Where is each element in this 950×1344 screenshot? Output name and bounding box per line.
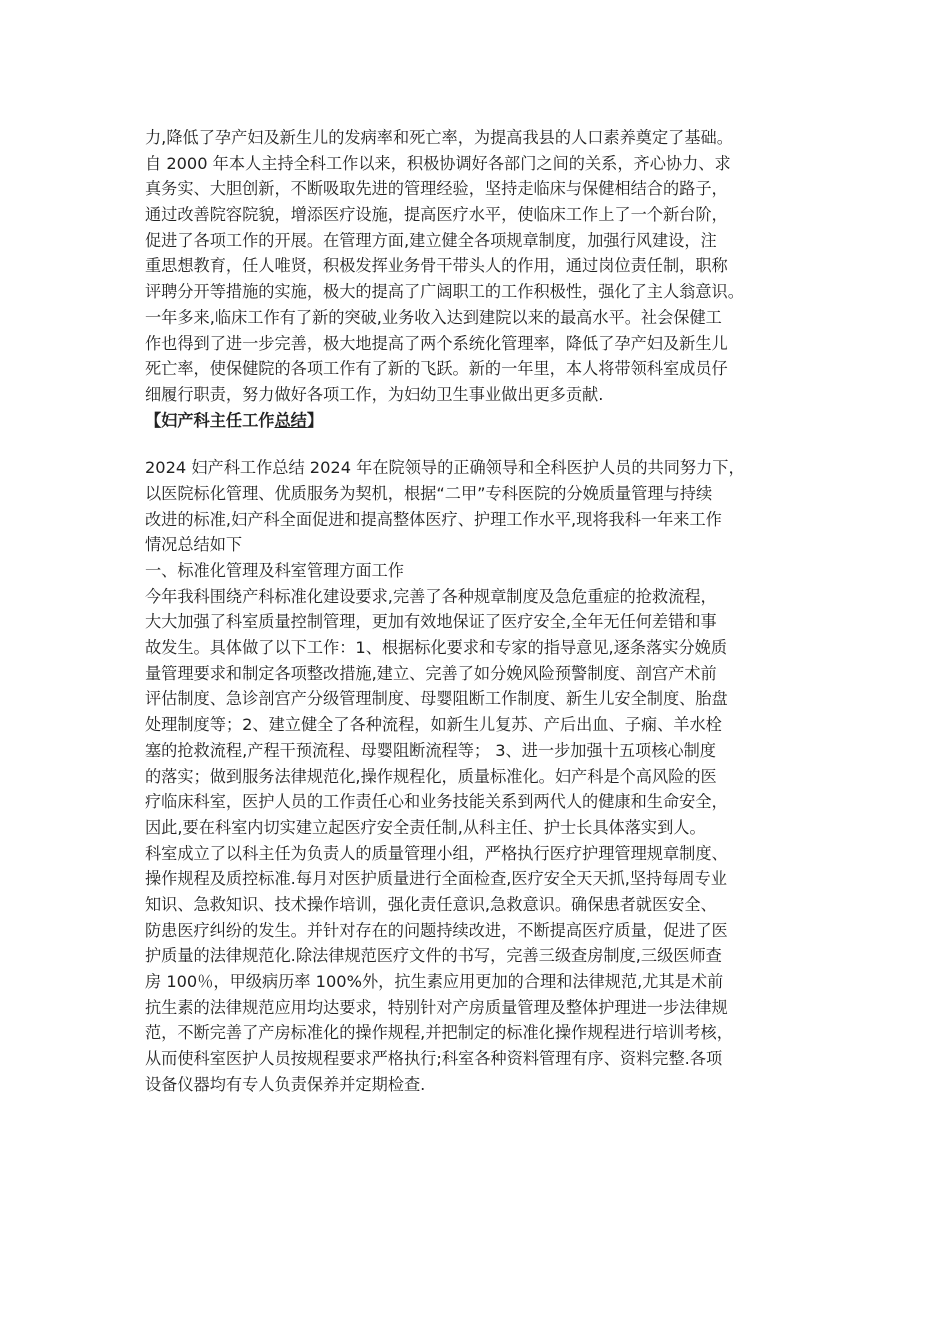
text-line: 范，不断完善了产房标准化的操作规程,并把制定的标准化操作规程进行培训考核， <box>145 1023 733 1043</box>
text-line: 评聘分开等措施的实施，极大的提高了广阔职工的工作积极性，强化了主人翁意识。 <box>145 282 744 302</box>
text-line: 细履行职责，努力做好各项工作，为妇幼卫生事业做出更多贡献. <box>145 384 604 404</box>
text-line: 因此,要在科室内切实建立起医疗安全责任制,从科主任、护士长具体落实到人。 <box>145 817 706 837</box>
text-line: 自 2000 年本人主持全科工作以来，积极协调好各部门之间的关系，齐心协力、求 <box>145 153 731 173</box>
text-line: 量管理要求和制定各项整改措施,建立、完善了如分娩风险预警制度、剖宫产术前 <box>145 663 717 683</box>
heading-suffix: 】 <box>306 410 324 430</box>
text-line: 通过改善院容院貌，增添医疗设施，提高医疗水平，使临床工作上了一个新台阶， <box>145 205 728 225</box>
blank-line <box>145 433 835 455</box>
text-line: 疗临床科室，医护人员的工作责任心和业务技能关系到两代人的健康和生命安全， <box>145 792 728 812</box>
text-line: 科室成立了以科主任为负责人的质量管理小组，严格执行医疗护理管理规章制度、 <box>145 843 728 863</box>
text-line: 设备仪器均有专人负责保养并定期检查. <box>145 1074 426 1094</box>
heading-underlined: 总结 <box>274 410 307 430</box>
paragraph-intro <box>145 125 835 408</box>
text-line: 故发生。具体做了以下工作：1、根据标化要求和专家的指导意见,逐条落实分娩质 <box>145 638 728 658</box>
text-line: 促进了各项工作的开展。在管理方面,建立健全各项规章制度，加强行风建设，注 <box>145 230 717 250</box>
section-heading <box>145 408 835 434</box>
text-line: 操作规程及质控标准.每月对医护质量进行全面检查,医疗安全天天抓,坚持每周专业 <box>145 869 727 889</box>
text-line: 知识、急救知识、技术操作培训，强化责任意识,急救意识。确保患者就医安全、 <box>145 894 717 914</box>
text-line: 以医院标化管理、优质服务为契机，根据“二甲”专科医院的分娩质量管理与持续 <box>145 483 713 503</box>
document-body <box>145 125 835 1097</box>
text-line: 房 100％，甲级病历率 100%外，抗生素应用更加的合理和法律规范,尤其是术前 <box>145 972 724 991</box>
text-line: 一年多来,临床工作有了新的突破,业务收入达到建院以来的最高水平。社会保健工 <box>145 307 722 327</box>
text-line: 一、标准化管理及科室管理方面工作 <box>145 561 404 580</box>
text-line: 评估制度、急诊剖宫产分级管理制度、母婴阻断工作制度、新生儿安全制度、胎盘 <box>145 689 728 709</box>
text-line: 重思想教育，任人唯贤，积极发挥业务骨干带头人的作用，通过岗位责任制，职称 <box>145 256 728 276</box>
text-line: 抗生素的法律规范应用均达要求，特别针对产房质量管理及整体护理进一步法律规 <box>145 997 728 1017</box>
text-line: 今年我科围绕产科标准化建设要求,完善了各种规章制度及急危重症的抢救流程， <box>145 586 717 606</box>
text-line: 塞的抢救流程,产程干预流程、母婴阻断流程等； 3、进一步加强十五项核心制度 <box>145 740 716 760</box>
text-line: 改进的标准,妇产科全面促进和提高整体医疗、护理工作水平,现将我科一年来工作 <box>145 509 722 529</box>
text-line: 的落实；做到服务法律规范化,操作规程化，质量标准化。妇产科是个高风险的医 <box>145 766 717 786</box>
heading-prefix: 【妇产科主任工作 <box>145 410 275 430</box>
text-line: 真务实、大胆创新，不断吸取先进的管理经验，坚持走临床与保健相结合的路子， <box>145 179 728 199</box>
text-line: 护质量的法律规范化.除法律规范医疗文件的书写，完善三级查房制度,三级医师查 <box>145 946 722 966</box>
text-line: 从而使科室医护人员按规程要求严格执行;科室各种资料管理有序、资料完整.各项 <box>145 1049 723 1069</box>
paragraph-summary <box>145 455 835 1097</box>
text-line: 处理制度等；2、建立健全了各种流程，如新生儿复苏、产后出血、子痫、羊水栓 <box>145 715 722 735</box>
text-line: 2024 妇产科工作总结 2024 年在院领导的正确领导和全科医护人员的共同努力下， <box>145 458 745 478</box>
text-line: 情况总结如下 <box>145 535 243 555</box>
text-line: 作也得到了进一步完善，极大地提高了两个系统化管理率，降低了孕产妇及新生儿 <box>145 333 728 353</box>
text-line: 防患医疗纠纷的发生。并针对存在的问题持续改进，不断提高医疗质量，促进了医 <box>145 920 728 940</box>
text-line: 大大加强了科室质量控制管理，更加有效地保证了医疗安全,全年无任何差错和事 <box>145 612 717 632</box>
text-line: 死亡率，使保健院的各项工作有了新的飞跃。新的一年里，本人将带领科室成员仔 <box>145 359 728 379</box>
text-line: 力,降低了孕产妇及新生儿的发病率和死亡率，为提高我县的人口素养奠定了基础。 <box>145 128 733 147</box>
